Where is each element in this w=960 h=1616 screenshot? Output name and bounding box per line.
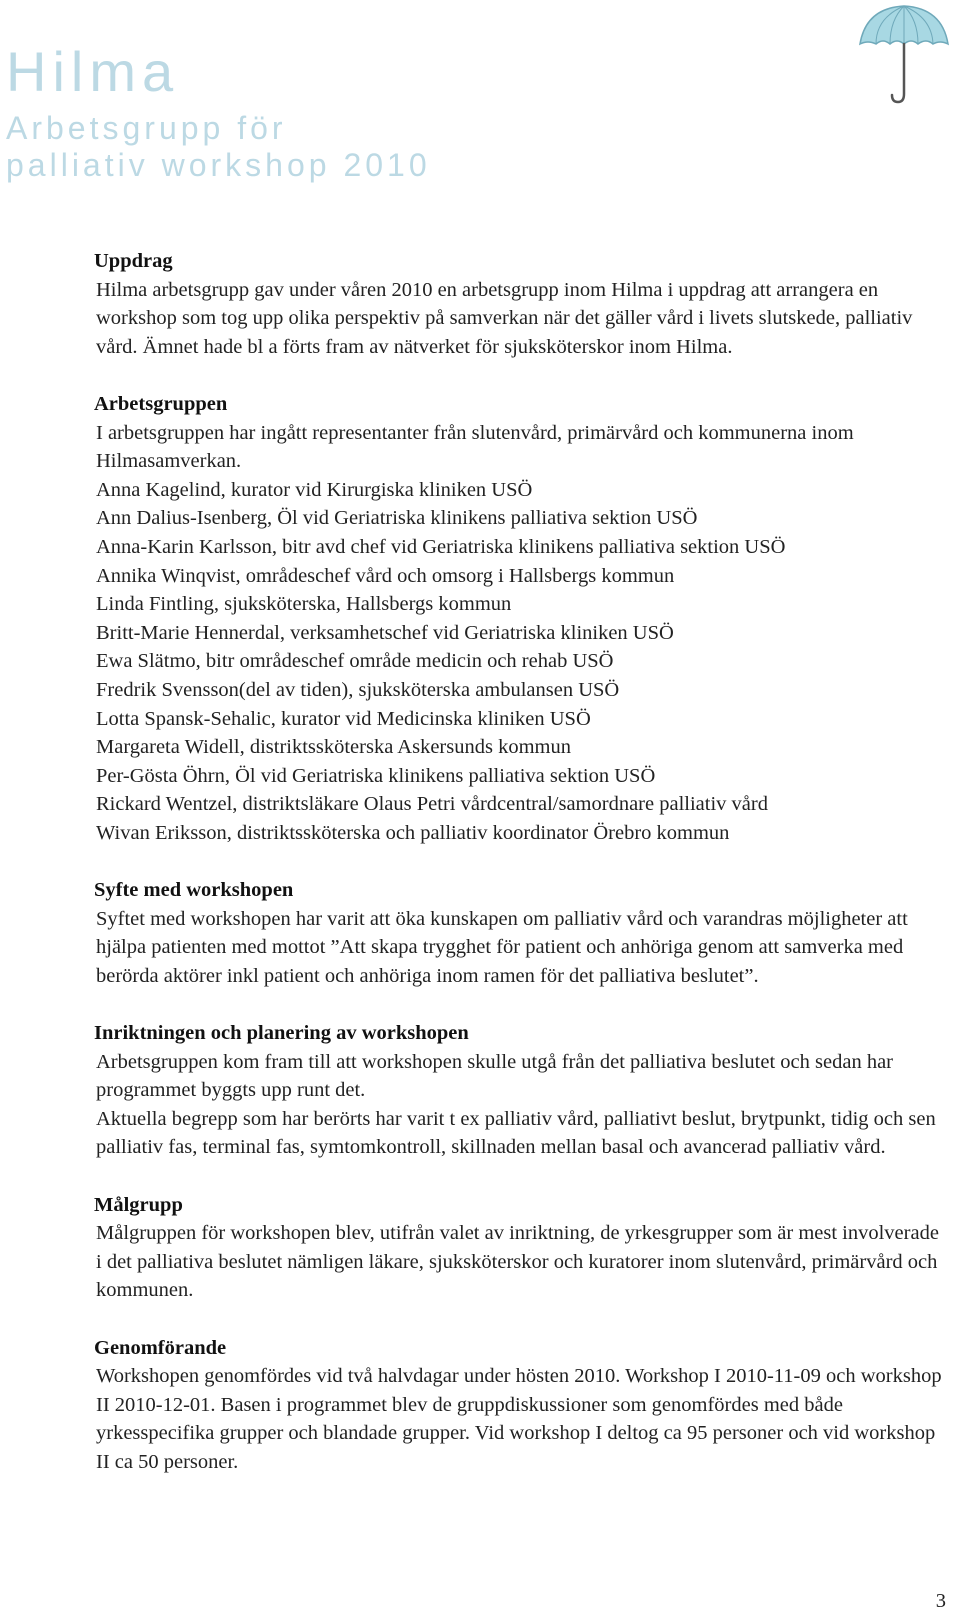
document-body [94,247,944,1505]
member-item: Fredrik Svensson(del av tiden), sjuksköterska ambulansen USÖ [96,678,620,701]
section-heading: Arbetsgruppen [94,392,228,415]
section-paragraph: Arbetsgruppen kom fram till att workshopen skulle utgå från det palliativa beslutet och sedan har programmet byggts upp runt det. [96,1050,893,1102]
section-heading: Uppdrag [94,250,173,272]
document-subtitle [6,110,431,184]
page-number: 3 [935,1590,946,1612]
section-paragraph: Aktuella begrepp som har berörts har varit t ex palliativ vård, palliativt beslut, brytpunkt, tidig och sen palliativ fas, terminal fas, symtomkontroll, skillnaden mellan basal och avancerad palliativ vård. [96,1107,936,1159]
member-item: Lotta Spansk-Sehalic, kurator vid Medicinska kliniken USÖ [96,707,591,730]
umbrella-icon [856,0,952,110]
member-item: Anna Kagelind, kurator vid Kirurgiska kliniken USÖ [96,478,533,501]
member-item: Ann Dalius-Isenberg, Öl vid Geriatriska klinikens palliativa sektion USÖ [96,507,698,530]
section-heading: Inriktningen och planering av workshopen [94,1022,469,1045]
subtitle-line-1: Arbetsgrupp för [6,110,287,146]
document-title: Hilma [6,40,180,103]
member-item: Per-Gösta Öhrn, Öl vid Geriatriska klinikens palliativa sektion USÖ [96,764,656,787]
section-heading: Genomförande [94,1336,227,1359]
section-paragraph: Workshopen genomfördes vid två halvdagar under hösten 2010. Workshop I 2010-11-09 och workshop II 2010-12-01. Basen i programmet blev de gruppdiskussioner som genomfördes med både yrkesspecifika grupper och blandade grupper. Vid workshop I deltog ca 95 personer och vid workshop II ca 50 personer. [96,1365,942,1473]
member-item: Ewa Slätmo, bitr områdeschef område medicin och rehab USÖ [96,650,614,673]
section-heading: Målgrupp [94,1193,183,1216]
section-paragraph: Hilma arbetsgrupp gav under våren 2010 en arbetsgrupp inom Hilma i uppdrag att arrangera en workshop som tog upp olika perspektiv på samverkan när det gäller vård i livets slutskede, palliativ vård. Ämnet hade bl a förts fram av nätverket för sjuksköterskor inom Hilma. [96,278,913,358]
section-paragraph: Målgruppen för workshopen blev, utifrån valet av inriktning, de yrkesgrupper som är mest involverade i det palliativa beslutet nämligen läkare, sjuksköterskor och kuratorer inom slutenvård, primärvård och kommunen. [96,1222,939,1302]
member-item: Wivan Eriksson, distriktssköterska och palliativ koordinator Örebro kommun [96,821,730,844]
section-uppdrag [94,247,944,361]
section-paragraph: I arbetsgruppen har ingått representanter från slutenvård, primärvård och kommunerna inom Hilmasamverkan. [96,421,854,473]
section-arbetsgruppen [94,390,944,848]
member-list [94,476,944,848]
member-item: Anna-Karin Karlsson, bitr avd chef vid Geriatriska klinikens palliativa sektion USÖ [96,535,786,558]
member-item: Britt-Marie Hennerdal, verksamhetschef vid Geriatriska kliniken USÖ [96,621,674,644]
section-heading: Syfte med workshopen [94,879,294,902]
member-item: Linda Fintling, sjuksköterska, Hallsbergs kommun [96,593,512,616]
subtitle-line-2: palliativ workshop 2010 [6,147,431,183]
member-item: Annika Winqvist, områdeschef vård och omsorg i Hallsbergs kommun [96,564,675,587]
section-malgrupp [94,1191,944,1305]
section-syfte [94,876,944,990]
member-item: Margareta Widell, distriktssköterska Askersunds kommun [96,736,571,759]
section-inriktning [94,1019,944,1162]
member-item: Rickard Wentzel, distriktsläkare Olaus Petri vårdcentral/samordnare palliativ vård [96,793,768,816]
section-genomforande [94,1334,944,1477]
section-paragraph: Syftet med workshopen har varit att öka kunskapen om palliativ vård och varandras möjligheter att hjälpa patienten med mottot ”Att skapa trygghet för patient och anhöriga genom att samverka med berörda aktörer inkl patient och anhöriga inom ramen för det palliativa beslutet”. [96,907,908,987]
